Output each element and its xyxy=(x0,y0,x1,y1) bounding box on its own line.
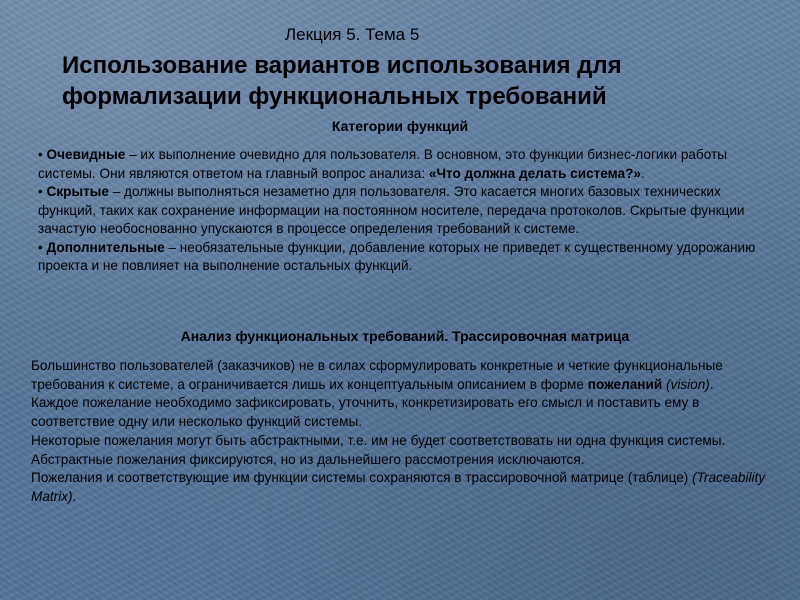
sentence-end: . xyxy=(709,376,714,392)
category-term: Очевидные xyxy=(46,147,126,162)
category-term: Дополнительные xyxy=(46,239,165,255)
category-item-hidden xyxy=(38,183,778,239)
bullet: • xyxy=(38,239,43,255)
bullet: • xyxy=(38,147,43,162)
paragraph-text: Пожелания и соответствующие им функции системы сохраняются в трассировочной матрице (таблице) xyxy=(31,470,693,486)
traceability-matrix-term: (Traceability Matrix) xyxy=(31,470,766,504)
analysis-body xyxy=(31,357,771,507)
slide-title: Использование вариантов использования для формализации функциональных требований xyxy=(62,52,622,110)
analysis-paragraph-2: Каждое пожелание необходимо зафиксировать, уточнить, конкретизировать его смысл и поставить ему в соответствие одну или несколько функций системы. xyxy=(31,395,700,430)
main-question: «Что должна делать система?» xyxy=(428,165,641,181)
paragraph-text: Большинство пользователей (заказчиков) не в силах сформулировать конкретные и четкие функциональные требования к системе, а ограничивается лишь их концептуальным описанием в форме xyxy=(31,358,723,392)
vision-term: (vision) xyxy=(662,376,710,392)
category-term: Скрытые xyxy=(46,184,109,199)
categories-list xyxy=(38,146,778,276)
categories-heading: Категории функций xyxy=(331,118,469,134)
lecture-label: Лекция 5. Тема 5 xyxy=(285,25,420,44)
category-item-obvious xyxy=(38,146,778,183)
sentence-end: . xyxy=(640,165,645,181)
category-description: – должны выполняться незаметно для пользователя. Это касается многих базовых технических функций, таких как сохранение информации на постоянном носителе, передача протоколов. Скрытые функции зачастую необоснованно упускаются в процессе определения требований к системе. xyxy=(38,184,745,236)
wishes-term: пожеланий xyxy=(587,376,663,392)
analysis-paragraph-3: Некоторые пожелания могут быть абстрактными, т.е. им не будет соответствовать ни одна функция системы. Абстрактные пожелания фиксируются, но из дальнейшего рассмотрения исключаются. xyxy=(31,432,726,467)
analysis-paragraph-1 xyxy=(31,357,771,394)
analysis-paragraph-4 xyxy=(31,469,771,506)
category-item-additional xyxy=(38,239,778,276)
analysis-heading: Анализ функциональных требований. Трассировочная матрица xyxy=(180,328,630,344)
sentence-end: . xyxy=(72,488,77,504)
bullet: • xyxy=(38,184,43,199)
category-description: – их выполнение очевидно для пользователя. В основном, это функции бизнес-логики работы системы. Они являются ответом на главный вопрос анализа: xyxy=(38,147,727,181)
category-description: – необязательные функции, добавление которых не приведет к существенному удорожанию проекта и не повлияет на выполнение остальных функций. xyxy=(38,239,756,273)
